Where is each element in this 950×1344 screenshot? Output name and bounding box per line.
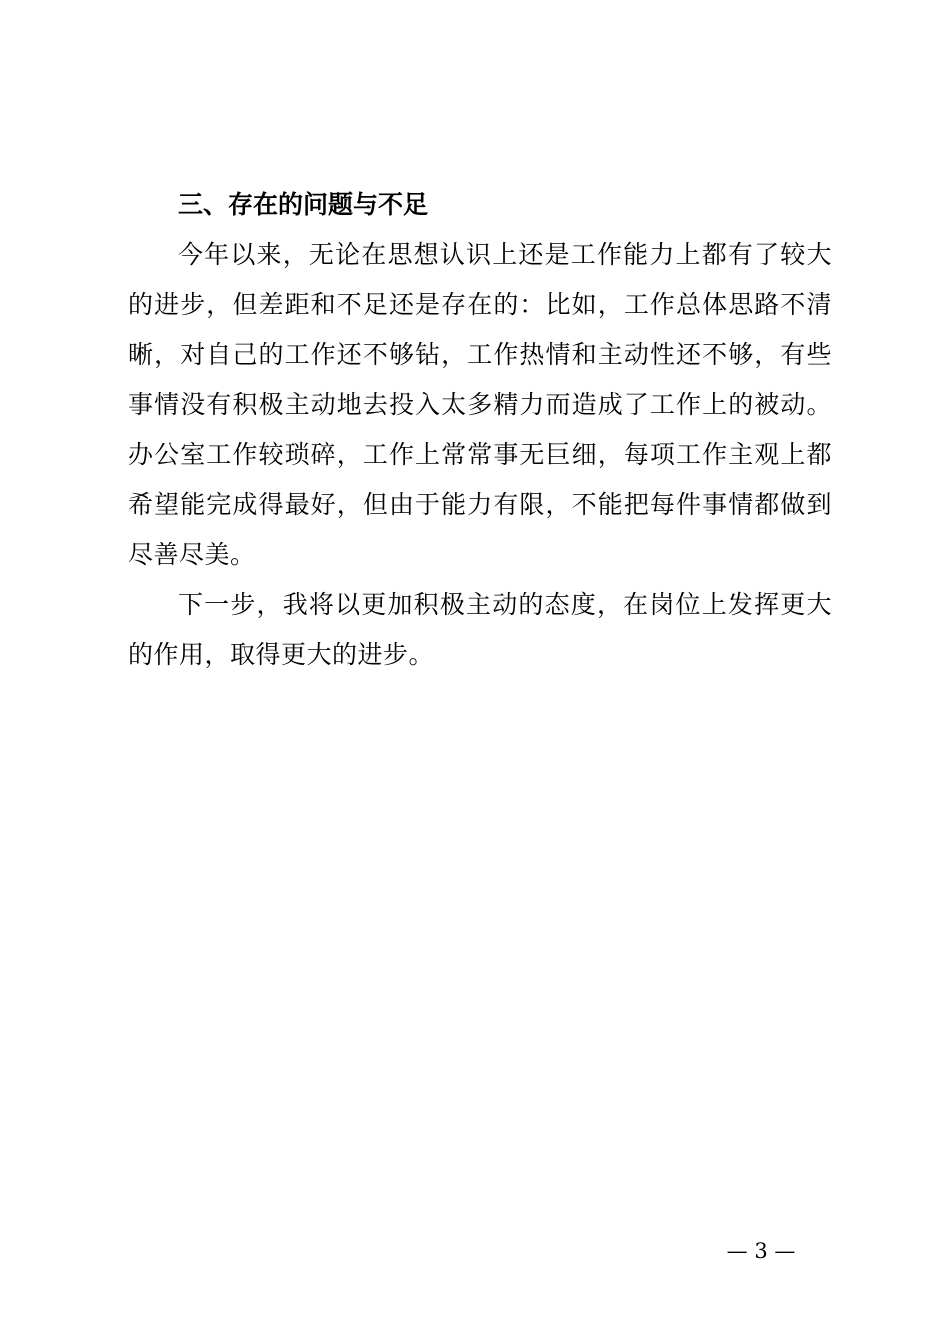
paragraph-problems: 今年以来，无论在思想认识上还是工作能力上都有了较大的进步，但差距和不足还是存在的：比如，工作总体思路不清晰，对自己的工作还不够钻，工作热情和主动性还不够，有些事情没有积极主动地去投入太多精力而造成了工作上的被动。办公室工作较琐碎，工作上常常事无巨细，每项工作主观上都希望能完成得最好，但由于能力有限，不能把每件事情都做到尽善尽美。: [128, 240, 832, 569]
page-number: — 3 —: [726, 1239, 796, 1263]
section-heading: 三、存在的问题与不足: [178, 190, 429, 219]
document-body: [128, 180, 832, 680]
paragraph-next-step: 下一步，我将以更加积极主动的态度，在岗位上发挥更大的作用，取得更大的进步。: [128, 590, 832, 669]
